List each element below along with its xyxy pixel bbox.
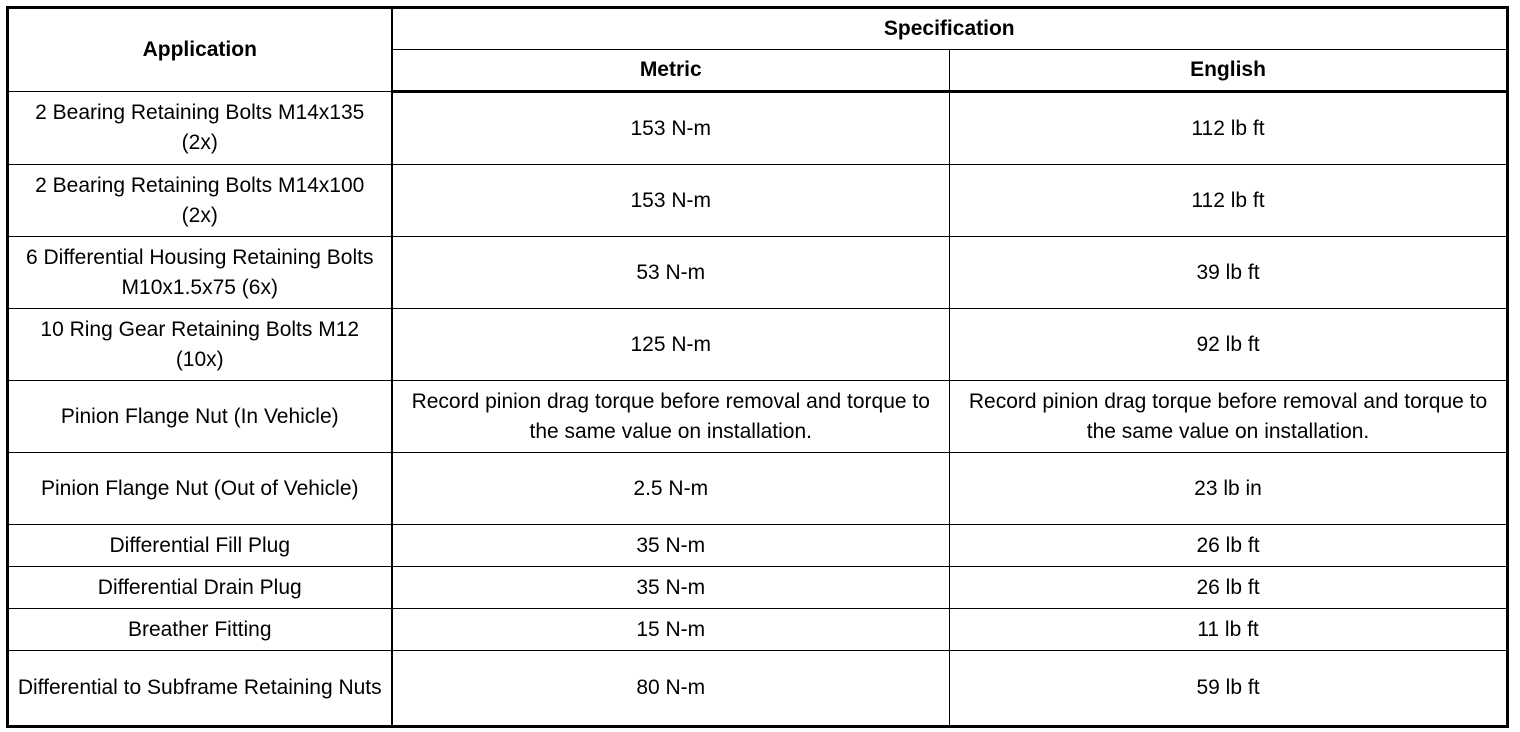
application-cell: Pinion Flange Nut (In Vehicle) <box>8 381 392 453</box>
english-column-header: English <box>950 50 1508 92</box>
english-cell: 23 lb in <box>950 453 1508 525</box>
english-cell: 26 lb ft <box>950 525 1508 567</box>
table-row <box>8 525 1508 567</box>
table-row <box>8 237 1508 309</box>
table-header-row <box>8 8 1508 50</box>
metric-cell: 15 N-m <box>392 609 950 651</box>
english-cell: 39 lb ft <box>950 237 1508 309</box>
application-cell: Breather Fitting <box>8 609 392 651</box>
table-row <box>8 165 1508 237</box>
metric-cell: 153 N-m <box>392 92 950 165</box>
metric-cell: 35 N-m <box>392 525 950 567</box>
table-row <box>8 651 1508 727</box>
application-cell: Differential to Subframe Retaining Nuts <box>8 651 392 727</box>
specification-column-header: Specification <box>392 8 1508 50</box>
english-cell: 11 lb ft <box>950 609 1508 651</box>
english-cell: 59 lb ft <box>950 651 1508 727</box>
spec-table-container <box>6 6 1509 728</box>
application-cell: 6 Differential Housing Retaining Bolts M10x1.5x75 (6x) <box>8 237 392 309</box>
application-column-header: Application <box>8 8 392 92</box>
table-row <box>8 381 1508 453</box>
metric-cell: 35 N-m <box>392 567 950 609</box>
torque-spec-table <box>6 6 1509 728</box>
metric-cell: 80 N-m <box>392 651 950 727</box>
application-cell: Pinion Flange Nut (Out of Vehicle) <box>8 453 392 525</box>
metric-cell: 53 N-m <box>392 237 950 309</box>
metric-cell: 2.5 N-m <box>392 453 950 525</box>
metric-cell: 125 N-m <box>392 309 950 381</box>
english-cell: Record pinion drag torque before removal and torque to the same value on installation. <box>950 381 1508 453</box>
english-cell: 26 lb ft <box>950 567 1508 609</box>
metric-cell: Record pinion drag torque before removal and torque to the same value on installation. <box>392 381 950 453</box>
metric-column-header: Metric <box>392 50 950 92</box>
table-row <box>8 453 1508 525</box>
table-row <box>8 567 1508 609</box>
english-cell: 92 lb ft <box>950 309 1508 381</box>
english-cell: 112 lb ft <box>950 165 1508 237</box>
application-cell: 2 Bearing Retaining Bolts M14x100 (2x) <box>8 165 392 237</box>
application-cell: 2 Bearing Retaining Bolts M14x135 (2x) <box>8 92 392 165</box>
application-cell: Differential Fill Plug <box>8 525 392 567</box>
english-cell: 112 lb ft <box>950 92 1508 165</box>
application-cell: 10 Ring Gear Retaining Bolts M12 (10x) <box>8 309 392 381</box>
table-row <box>8 309 1508 381</box>
metric-cell: 153 N-m <box>392 165 950 237</box>
application-cell: Differential Drain Plug <box>8 567 392 609</box>
table-row <box>8 609 1508 651</box>
table-row <box>8 92 1508 165</box>
